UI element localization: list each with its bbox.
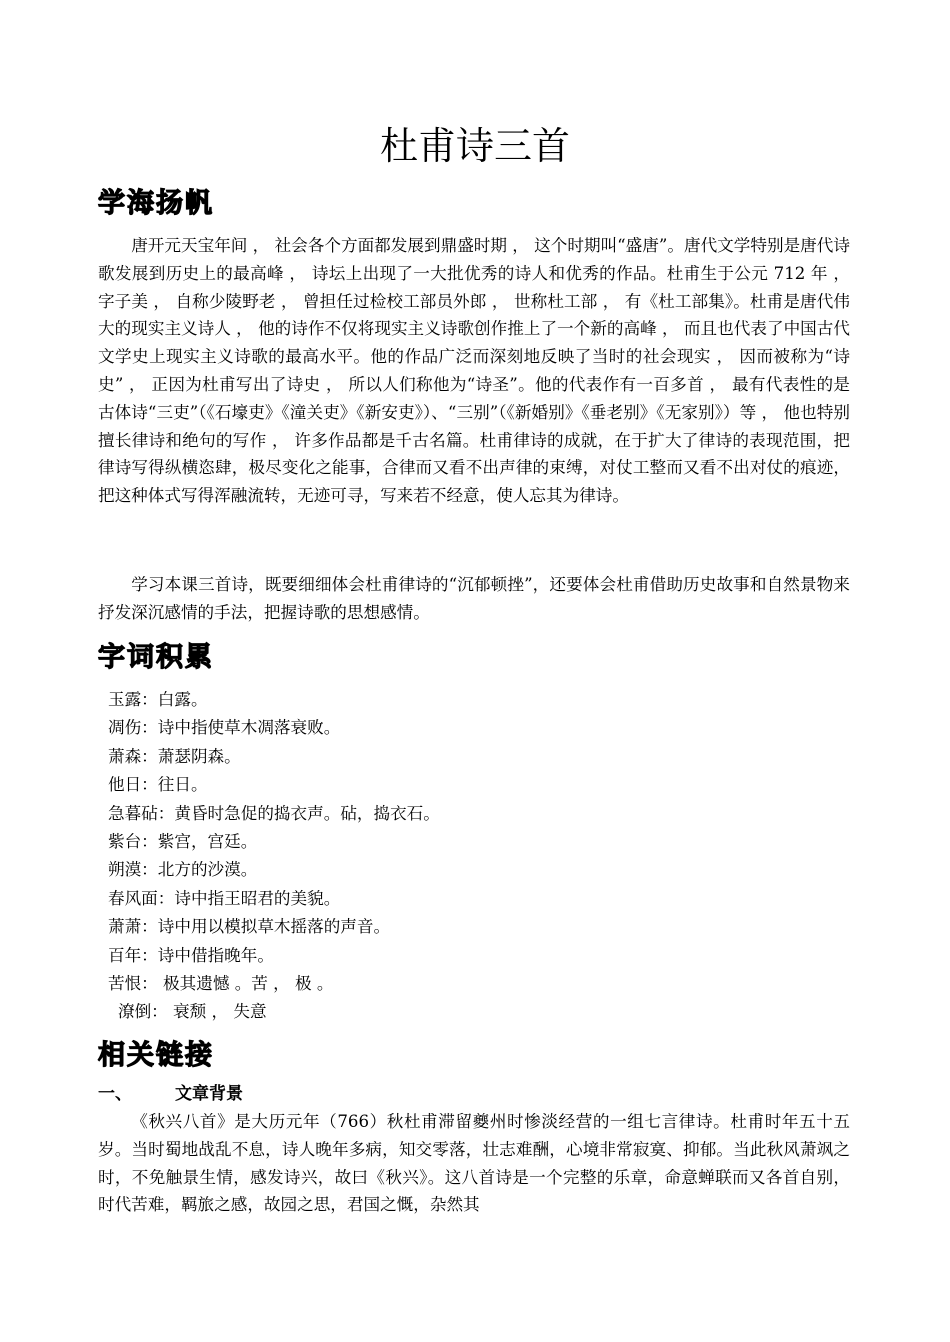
vocab-item: 春风面：诗中指王昭君的美貌。 bbox=[108, 888, 341, 908]
vocab-item: 朔漠：北方的沙漠。 bbox=[108, 860, 258, 880]
vocab-item: 紫台：紫宫，宫廷。 bbox=[108, 832, 258, 852]
vocab-item: 急暮砧：黄昏时急促的捣衣声。砧，捣衣石。 bbox=[108, 803, 440, 823]
intro-paragraph-1: 唐开元天宝年间 ， 社会各个方面都发展到鼎盛时期 ， 这个时期叫“盛唐”。唐代文学特别是唐代诗歌发展到历史上的最高峰 ， 诗坛上出现了一大批优秀的诗人和优秀的作品。杜甫生于公元 712 年 ， 字子美 ， 自称少陵野老 ， 曾担任过检校工部员外郎 ， 世称杜工部 ， 有《杜工部集》。杜甫是唐代伟大的现实主义诗人 ， 他的诗作不仅将现实主义诗歌创作推上了一个新的高峰 ， 而且也代表了中国古代文学史上现实主义诗歌的最高水平。他的作品广泛而深刻地反映了当时的社会现实 ， 因而被称为“诗史” ， 正因为杜甫写出了诗史 ， 所以人们称他为“诗圣”。他的代表作有一百多首 ， 最有代表性的是古体诗“三吏”（《石壕吏》《潼关吏》《新安吏》）、“三别”（《新婚别》《垂老别》《无家别》）等 ， 他也特别擅长律诗和绝句的写作 ， 许多作品都是千古名篇。杜甫律诗的成就，在于扩大了律诗的表现范围，把律诗写得纵横恣肆，极尽变化之能事，合律而又看不出声律的束缚，对仗工整而又看不出对仗的痕迹，把这种体式写得浑融流转，无迹可寻，写来若不经意，使人忘其为律诗。 bbox=[98, 236, 850, 506]
vocab-item: 他日：往日。 bbox=[108, 775, 208, 795]
intro-paragraph-2: 学习本课三首诗，既要细细体会杜甫律诗的“沉郁顿挫”，还要体会杜甫借助历史故事和自然景物来抒发深沉感情的手法，把握诗歌的思想感情。 bbox=[98, 575, 850, 622]
section-heading-xiangguan: 相关链接 bbox=[98, 1040, 214, 1071]
vocab-item: 潦倒： 衰颓 ， 失意 bbox=[118, 1002, 267, 1022]
vocabulary-list bbox=[108, 686, 848, 1027]
background-paragraph: 《秋兴八首》是大历元年（766）秋杜甫滞留夔州时惨淡经营的一组七言律诗。杜甫时年五十五岁。当时蜀地战乱不息，诗人晚年多病，知交零落，壮志难酬，心境非常寂寞、抑郁。当此秋风萧飒之时，不免触景生情，感发诗兴，故曰《秋兴》。这八首诗是一个完整的乐章，命意蝉联而又各首自别，时代苦难，羁旅之感，故园之思，君国之慨，杂然其 bbox=[98, 1112, 850, 1215]
vocab-item: 萧森：萧瑟阴森。 bbox=[108, 746, 241, 766]
vocab-item: 萧萧：诗中用以模拟草木摇落的声音。 bbox=[108, 917, 391, 937]
section-heading-xuehai: 学海扬帆 bbox=[98, 188, 214, 219]
page-title: 杜甫诗三首 bbox=[379, 124, 570, 168]
vocab-item: 苦恨： 极其遗憾 。苦 ， 极 。 bbox=[108, 974, 334, 994]
subsection-number: 一、 bbox=[98, 1084, 132, 1104]
vocab-item: 凋伤：诗中指使草木凋落衰败。 bbox=[108, 718, 341, 738]
section-heading-zici: 字词积累 bbox=[98, 642, 214, 673]
vocab-item: 百年：诗中借指晚年。 bbox=[108, 945, 274, 965]
vocab-item: 玉露：白露。 bbox=[108, 690, 208, 709]
subsection-title: 文章背景 bbox=[175, 1084, 243, 1104]
subsection-heading-background bbox=[98, 1080, 243, 1108]
